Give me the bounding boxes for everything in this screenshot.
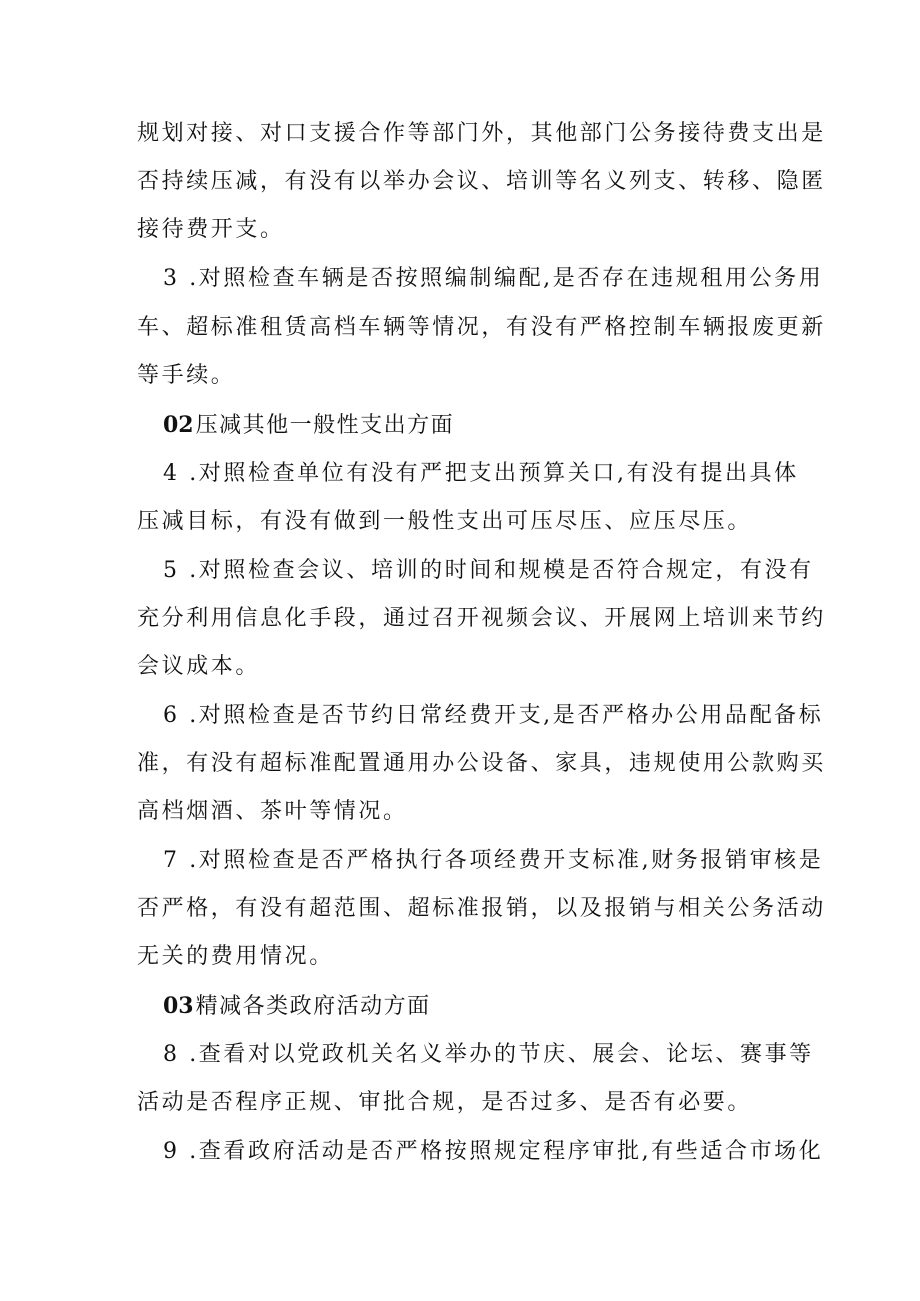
item-3-line: 车、超标准租赁高档车辆等情况，有没有严格控制车辆报废更新 <box>137 315 826 340</box>
item-3-line: 3 .对照检查车辆是否按照编制编配,是否存在违规租用公务用 <box>163 266 824 291</box>
item-4-line: 压减目标，有没有做到一般性支出可压尽压、应压尽压。 <box>137 509 753 534</box>
section-heading-02 <box>163 410 797 440</box>
item-8-line: 活动是否程序正规、审批合规，是否过多、是否有必要。 <box>137 1090 753 1115</box>
section-number: 02 <box>163 412 194 438</box>
paragraph-line: 否持续压减，有没有以举办会议、培训等名义列支、转移、隐匿 <box>137 169 826 194</box>
paragraph-line: 规划对接、对口支援合作等部门外，其他部门公务接待费支出是 <box>137 121 826 146</box>
item-9-line: 9 .查看政府活动是否严格按照规定程序审批,有些适合市场化 <box>163 1139 824 1164</box>
paragraph-line: 接待费开支。 <box>137 217 285 242</box>
item-6-line: 准，有没有超标准配置通用办公设备、家具，违规使用公款购买 <box>137 751 826 776</box>
section-heading-03 <box>163 991 797 1021</box>
item-7-line: 无关的费用情况。 <box>137 944 334 969</box>
section-number: 03 <box>163 993 194 1019</box>
section-title: 压减其他一般性支出方面 <box>195 413 455 438</box>
item-3-line: 等手续。 <box>137 363 236 388</box>
item-7-line: 7 .对照检查是否严格执行各项经费开支标准,财务报销审核是 <box>163 848 824 873</box>
item-6-line: 6 .对照检查是否节约日常经费开支,是否严格办公用品配备标 <box>163 703 824 728</box>
item-6-line: 高档烟酒、茶叶等情况。 <box>137 799 408 824</box>
item-7-line: 否严格，有没有超范围、超标准报销，以及报销与相关公务活动 <box>137 896 826 921</box>
item-5-line: 充分利用信息化手段，通过召开视频会议、开展网上培训来节约 <box>137 606 826 631</box>
item-4-line: 4 .对照检查单位有没有严把支出预算关口,有没有提出具体 <box>163 461 799 486</box>
section-title: 精减各类政府活动方面 <box>195 994 431 1019</box>
item-5-line: 会议成本。 <box>137 654 261 679</box>
item-5-line: 5 .对照检查会议、培训的时间和规模是否符合规定，有没有 <box>163 558 814 583</box>
item-8-line: 8 .查看对以党政机关名义举办的节庆、展会、论坛、赛事等 <box>163 1042 814 1067</box>
